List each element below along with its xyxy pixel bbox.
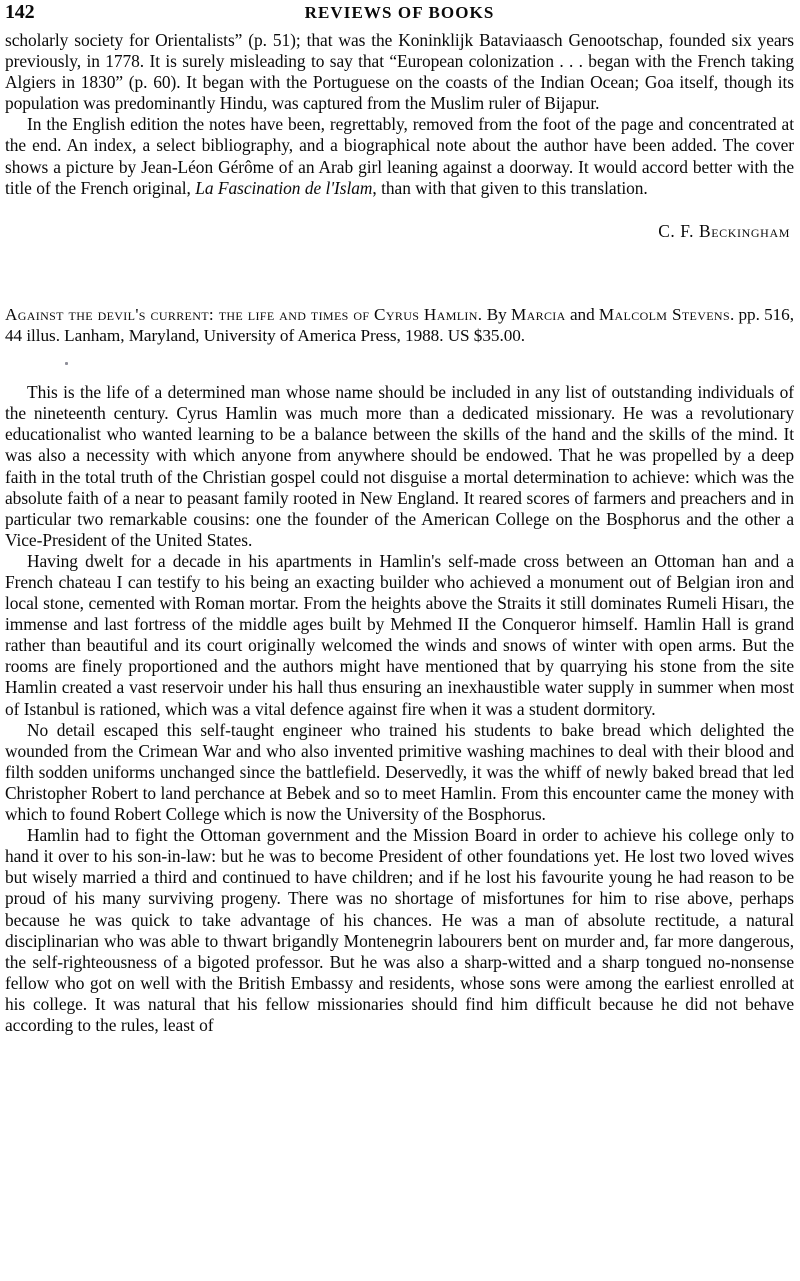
text-column <box>5 30 794 1036</box>
review-heading <box>5 304 794 346</box>
paragraph-continued: scholarly society for Orientalists” (p. 51); that was the Koninklijk Bataviaasch Genootschap, founded six years previously, in 1778. It is surely misleading to say that “European colonization . . . began with the French taking Algiers in 1830” (p. 60). It began with the Portuguese on the coasts of the Indian Ocean; Goa itself, though its population was predominantly Hindu, was captured from the Muslim ruler of Bijapur. <box>5 30 794 114</box>
author-name-2: Malcolm Stevens <box>598 304 730 324</box>
scan-artifact-speck <box>65 362 68 365</box>
paragraph-text-part-1: In the English edition the notes have been, regrettably, removed from the foot of the page and concentrated at the end. An index, a select bibliography, and a biographical note about the author have been added. The cover shows a picture by Jean-Léon Gérôme of an Arab girl leaning against a doorway. It would accord better with the title of the French original, <box>5 114 794 198</box>
review-paragraph: Having dwelt for a decade in his apartments in Hamlin's self-made cross between an Ottoman han and a French chateau I can testify to his being an exacting builder who achieved a monument out of Belgian iron and local stone, cemented with Roman mortar. From the heights above the Straits it still dominates Rumeli Hisarı, the immense and last fortress of the middle ages built by Mehmed II the Conqueror himself. Hamlin Hall is grand rather than beautiful and its court originally welcomed the winds and snows of winter with open arms. But the rooms are finely proportioned and the authors might have mentioned that by quarrying his stone from the site Hamlin created a vast reservoir under his hall thus ensuring an inexhaustible water supply in summer when most of Istanbul is rationed, which was a vital defence against fire when it was a student dormitory. <box>5 550 794 719</box>
review-paragraph: No detail escaped this self-taught engineer who trained his students to bake bread which delighted the wounded from the Crimean War and who also invented primitive washing machines to deal with their blood and filth sodden uniforms unchanged since the battlefield. Deservedly, it was the whiff of newly baked bread that led Christopher Robert to land perchance at Bebek and so to meet Hamlin. From this encounter came the money with which to found Robert College which is now the University of the Bosphorus. <box>5 719 794 825</box>
paragraph-text-part-2: , than with that given to this translation. <box>372 177 648 198</box>
section-spacer <box>5 242 794 304</box>
book-title: Against the devil's current: the life and times of Cyrus Hamlin. <box>5 304 483 324</box>
page-number: 142 <box>5 1 35 23</box>
review-paragraph: This is the life of a determined man whose name should be included in any list of outstanding individuals of the nineteenth century. Cyrus Hamlin was much more than a dedicated missionary. He was a revolutionary educationalist who wanted learning to be a balance between the skills of the hand and the skills of the mind. It was also a necessity with which anyone from anywhere should be endowed. That he was propelled by a deep faith in the total truth of the Christian gospel could not disguise a mortal determination to achieve: which was the absolute faith of a near to peasant family rooted in New England. It reared scores of farmers and preachers and in particular two remarkable cousins: one the founder of the American College on the Bosphorus and the other a Vice-President of the United States. <box>5 382 794 550</box>
paragraph-english-edition <box>5 114 794 198</box>
heading-spacer <box>5 346 794 382</box>
running-head-title: REVIEWS OF BOOKS <box>304 3 495 22</box>
author-connector: and <box>565 304 599 324</box>
imprint-details: . pp. 516, 44 illus. Lanham, Maryland, University of America Press, 1988. US $35.00. <box>5 304 794 345</box>
french-title-italic: La Fascination de l'Islam <box>195 177 373 198</box>
review-paragraph: Hamlin had to fight the Ottoman government and the Mission Board in order to achieve his college only to hand it over to his son-in-law: but he was to become President of other foundations yet. He lost two loved wives but wisely married a third and continued to have children; and if he lost his favourite young he had reason to be proud of his many surviving progeny. There was no shortage of misfortunes for him to rise above, perhaps because he was quick to take advantage of his chances. He was a man of absolute rectitude, a natural disciplinarian who was able to thwart brigandly Montenegrin labourers bent on murder and, far more dangerous, the self-righteousness of a bigoted professor. But he was also a sharp-witted and a sharp tongued no-nonsense fellow who got on well with the British Embassy and residents, whose sons were among the earliest enrolled at his college. It was natural that his fellow missionaries should find him difficult because he did not behave according to the rules, least of <box>5 825 794 1035</box>
author-name-1: Marcia <box>510 304 566 324</box>
byline-container <box>5 221 794 242</box>
running-head <box>5 0 794 30</box>
by-word: By <box>482 304 511 324</box>
reviewer-byline: C. F. Beckingham <box>658 220 790 241</box>
